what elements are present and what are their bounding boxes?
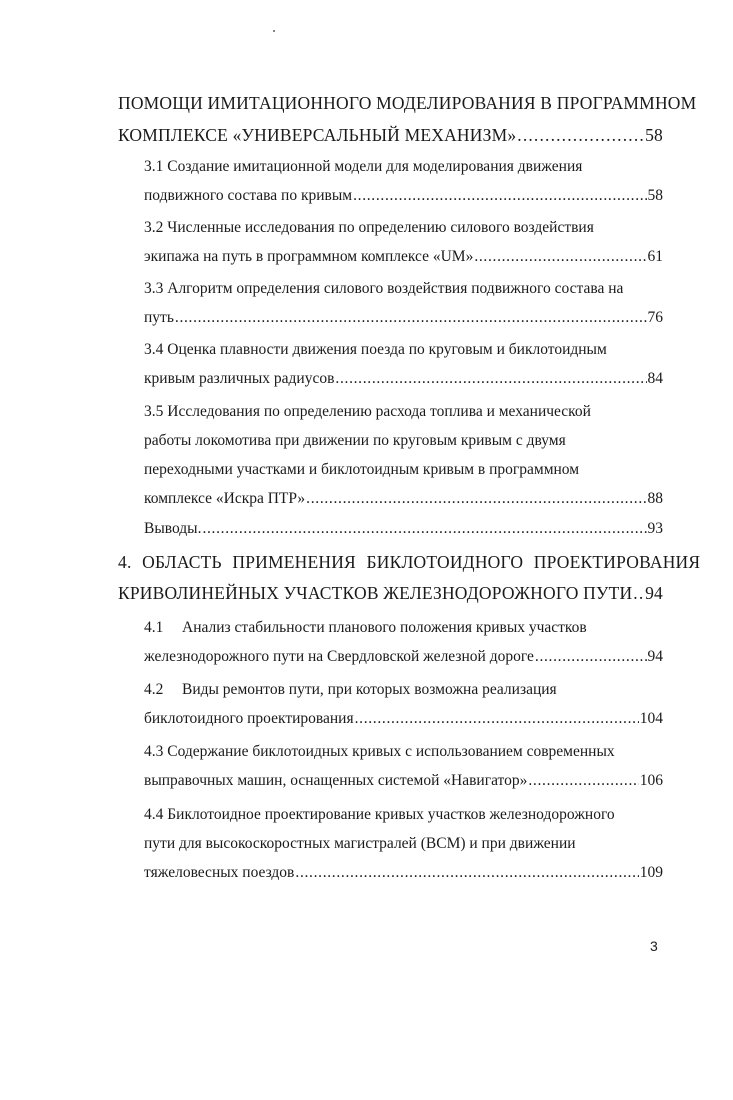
toc-entry-3-2[interactable] <box>144 219 663 274</box>
toc-page-number: 76 <box>647 309 663 326</box>
toc-line: 3.1 Создание имитационной модели для моделирования движения <box>144 158 583 175</box>
toc-page-number: 58 <box>645 125 663 145</box>
toc-line: ПОМОЩИ ИМИТАЦИОННОГО МОДЕЛИРОВАНИЯ В ПРОГРАММНОМ <box>118 93 697 113</box>
toc-entry-chapter-4[interactable] <box>118 552 701 612</box>
toc-line: экипажа на путь в программном комплексе «UM» <box>144 248 474 265</box>
toc-line: комплексе «Искра ПТР» <box>144 490 306 507</box>
toc-line: КОМПЛЕКСЕ «УНИВЕРСАЛЬНЫЙ МЕХАНИЗМ» <box>118 125 517 145</box>
page-number: 3 <box>650 938 658 954</box>
toc-line: железнодорожного пути на Свердловской железной дороге <box>144 648 534 665</box>
toc-line: 4.4 Биклотоидное проектирование кривых участков железнодорожного <box>144 806 615 823</box>
toc-entry-4-3[interactable] <box>144 743 663 798</box>
toc-page-number: 93 <box>647 520 663 537</box>
toc-entry-3-5[interactable] <box>144 403 663 518</box>
toc-entry-4-1[interactable] <box>144 619 663 674</box>
toc-page-number: 88 <box>647 490 663 507</box>
dot-leader <box>517 125 644 146</box>
toc-entry-4-4[interactable] <box>144 806 663 892</box>
toc-entry-4-2[interactable] <box>144 681 663 736</box>
toc-line: Анализ стабильности планового положения кривых участков <box>182 619 587 636</box>
toc-page-number: 84 <box>647 370 663 387</box>
toc-line: выправочных машин, оснащенных системой «Навигатор» <box>144 772 528 789</box>
dot-leader <box>202 520 646 538</box>
toc-entry-3-4[interactable] <box>144 341 663 396</box>
toc-page-number: 61 <box>647 248 663 265</box>
dot-leader <box>295 864 638 882</box>
dot-leader <box>633 583 644 604</box>
toc-section-number: 4.1 <box>144 619 164 636</box>
dot-leader <box>528 772 638 790</box>
dot-leader <box>335 370 646 388</box>
toc-line: КРИВОЛИНЕЙНЫХ УЧАСТКОВ ЖЕЛЕЗНОДОРОЖНОГО ПУТИ <box>118 583 633 603</box>
toc-page-number: 94 <box>647 648 663 665</box>
toc-page-number: 58 <box>647 187 663 204</box>
toc-line: путь <box>144 309 174 326</box>
toc-section-number: 4.2 <box>144 681 164 698</box>
toc-line: 3.5 Исследования по определению расхода топлива и механической <box>144 403 591 420</box>
toc-line: 4.3 Содержание биклотоидных кривых с использованием современных <box>144 743 615 760</box>
dot-leader <box>474 248 646 266</box>
toc-page-number: 109 <box>639 864 663 881</box>
dot-leader <box>535 648 647 666</box>
dot-leader <box>306 490 646 508</box>
toc-line: Выводы. <box>144 520 202 537</box>
toc-entry-chapter-3-title[interactable] <box>118 93 697 153</box>
toc-line: 3.2 Численные исследования по определению силового воздействия <box>144 219 594 236</box>
toc-page-number: 104 <box>639 710 663 727</box>
toc-line: 3.3 Алгоритм определения силового воздействия подвижного состава на <box>144 280 624 297</box>
dot-leader <box>355 710 639 728</box>
toc-line: кривым различных радиусов <box>144 370 335 387</box>
dot-leader <box>175 309 647 327</box>
toc-page-number: 106 <box>639 772 663 789</box>
toc-entry-3-3[interactable] <box>144 280 663 335</box>
toc-line: работы локомотива при движении по круговым кривым с двумя <box>144 432 566 449</box>
toc-line: подвижного состава по кривым <box>144 187 353 204</box>
toc-line: тяжеловесных поездов <box>144 864 295 881</box>
toc-line: пути для высокоскоростных магистралей (ВСМ) и при движении <box>144 835 576 852</box>
toc-line: переходными участками и биклотоидным кривым в программном <box>144 461 580 478</box>
toc-line: 4. ОБЛАСТЬ ПРИМЕНЕНИЯ БИКЛОТОИДНОГО ПРОЕКТИРОВАНИЯ <box>118 552 701 572</box>
dot-leader <box>353 187 646 205</box>
toc-page-number: 94 <box>645 583 663 603</box>
toc-line: 3.4 Оценка плавности движения поезда по круговым и биклотоидным <box>144 341 607 358</box>
toc-line: Виды ремонтов пути, при которых возможна реализация <box>182 681 557 698</box>
toc-entry-conclusions[interactable] <box>144 520 663 544</box>
scan-speck <box>273 30 275 32</box>
toc-line: биклотоидного проектирования <box>144 710 354 727</box>
toc-entry-3-1[interactable] <box>144 158 663 213</box>
